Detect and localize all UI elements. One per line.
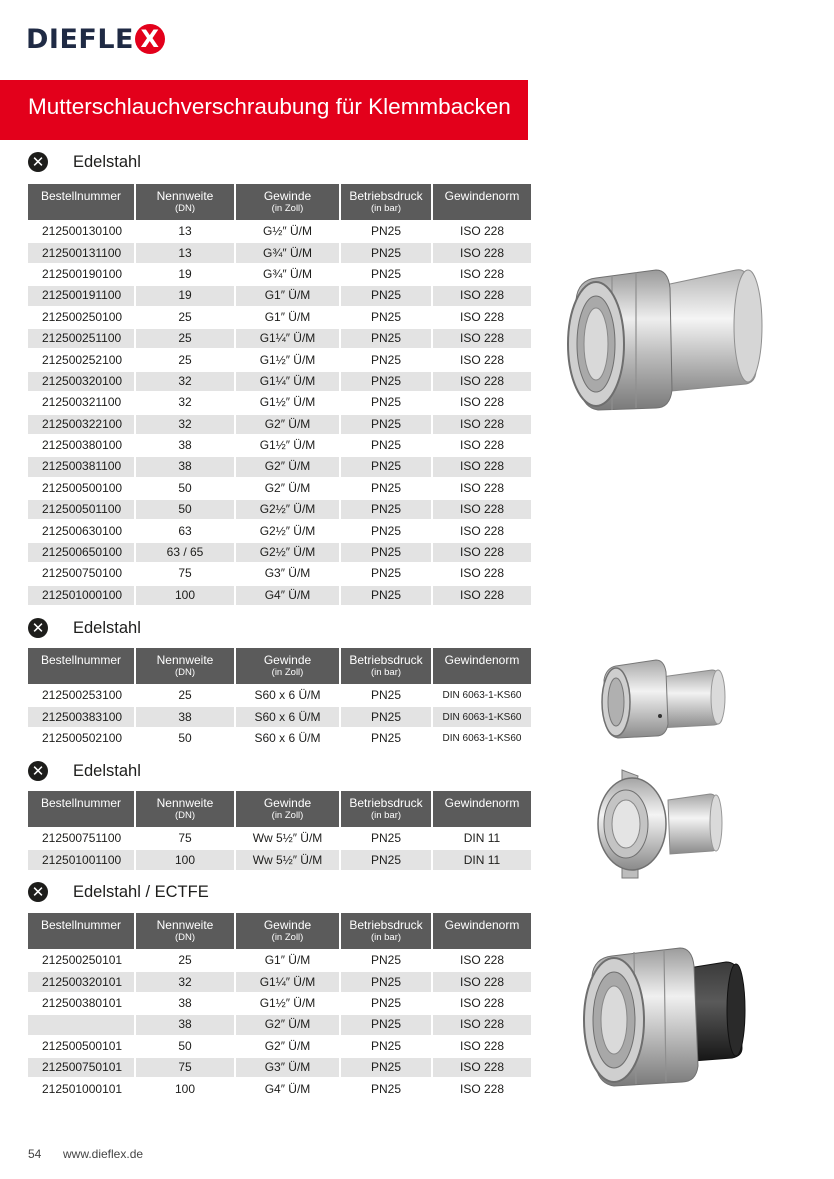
thread-cell: G1½″ Ü/M xyxy=(236,436,339,455)
thread-standard-cell: ISO 228 xyxy=(433,329,531,348)
section-title: Edelstahl / ECTFE xyxy=(73,882,209,901)
header-gewindenorm-label: Gewindenorm xyxy=(444,189,520,203)
table-row xyxy=(28,372,531,391)
thread-standard-cell: ISO 228 xyxy=(433,500,531,519)
order-number-cell xyxy=(28,1015,134,1034)
table-row xyxy=(28,972,531,991)
table-row xyxy=(28,1015,531,1034)
header-bestellnummer xyxy=(28,184,134,220)
header-nennweite xyxy=(136,184,234,220)
order-number-cell: 212500191100 xyxy=(28,286,134,305)
order-number-cell: 212500751100 xyxy=(28,829,134,848)
spec-table-2 xyxy=(26,646,533,750)
header-gewindenorm-label: Gewindenorm xyxy=(444,796,520,810)
thread-standard-cell: ISO 228 xyxy=(433,308,531,327)
nominal-size-cell: 38 xyxy=(136,707,234,726)
thread-cell: G2½″ Ü/M xyxy=(236,521,339,540)
thread-cell: G1″ Ü/M xyxy=(236,308,339,327)
x-badge-icon: ✕ xyxy=(28,152,48,172)
table-header-row xyxy=(28,791,531,827)
pressure-cell: PN25 xyxy=(341,729,431,748)
thread-standard-cell: ISO 228 xyxy=(433,543,531,562)
nominal-size-cell: 63 / 65 xyxy=(136,543,234,562)
table-row xyxy=(28,436,531,455)
pressure-cell: PN25 xyxy=(341,586,431,605)
logo-x-mark: X xyxy=(135,24,165,54)
thread-standard-cell: ISO 228 xyxy=(433,951,531,970)
header-betriebsdruck xyxy=(341,791,431,827)
thread-standard-cell: ISO 228 xyxy=(433,1037,531,1056)
order-number-cell: 212500380101 xyxy=(28,994,134,1013)
nominal-size-cell: 38 xyxy=(136,994,234,1013)
thread-standard-cell: DIN 6063-1-KS60 xyxy=(433,729,531,748)
pressure-cell: PN25 xyxy=(341,564,431,583)
table-header-row xyxy=(28,184,531,220)
order-number-cell: 212500322100 xyxy=(28,415,134,434)
header-gewinde-unit: (in Zoll) xyxy=(271,667,304,678)
thread-cell: Ww 5½″ Ü/M xyxy=(236,829,339,848)
thread-cell: G4″ Ü/M xyxy=(236,586,339,605)
header-bestellnummer-label: Bestellnummer xyxy=(41,189,122,203)
header-betriebsdruck-unit: (in bar) xyxy=(370,203,402,214)
page-title: Mutterschlauchverschraubung für Klemmbacken xyxy=(28,94,511,119)
nominal-size-cell: 75 xyxy=(136,829,234,848)
section-heading-2 xyxy=(28,616,141,640)
order-number-cell: 212500321100 xyxy=(28,393,134,412)
thread-standard-cell: ISO 228 xyxy=(433,1058,531,1077)
order-number-cell: 212500383100 xyxy=(28,707,134,726)
pressure-cell: PN25 xyxy=(341,829,431,848)
header-gewinde-unit: (in Zoll) xyxy=(271,810,304,821)
page-number: 54 xyxy=(28,1147,42,1161)
pressure-cell: PN25 xyxy=(341,265,431,284)
order-number-cell: 212501000101 xyxy=(28,1079,134,1098)
table-row xyxy=(28,586,531,605)
header-gewindenorm-label: Gewindenorm xyxy=(444,918,520,932)
header-gewindenorm xyxy=(433,913,531,949)
header-nennweite-label: Nennweite xyxy=(156,796,214,810)
header-betriebsdruck-unit: (in bar) xyxy=(370,810,402,821)
thread-cell: G3″ Ü/M xyxy=(236,564,339,583)
order-number-cell: 212501000100 xyxy=(28,586,134,605)
thread-cell: S60 x 6 Ü/M xyxy=(236,729,339,748)
spec-table-3 xyxy=(26,789,533,872)
table-row xyxy=(28,479,531,498)
logo-text: DIEFLE xyxy=(26,23,134,55)
header-gewinde-label: Gewinde xyxy=(263,189,312,203)
pressure-cell: PN25 xyxy=(341,350,431,369)
thread-cell: G2″ Ü/M xyxy=(236,415,339,434)
pressure-cell: PN25 xyxy=(341,994,431,1013)
nominal-size-cell: 32 xyxy=(136,372,234,391)
header-betriebsdruck xyxy=(341,184,431,220)
nominal-size-cell: 25 xyxy=(136,308,234,327)
thread-cell: G1¼″ Ü/M xyxy=(236,372,339,391)
header-gewindenorm xyxy=(433,791,531,827)
table-row xyxy=(28,500,531,519)
header-gewinde-unit: (in Zoll) xyxy=(271,203,304,214)
x-badge-icon: ✕ xyxy=(28,761,48,781)
thread-standard-cell: ISO 228 xyxy=(433,265,531,284)
product-photo-din11 xyxy=(592,766,742,886)
thread-cell: G2½″ Ü/M xyxy=(236,543,339,562)
nominal-size-cell: 50 xyxy=(136,1037,234,1056)
thread-cell: G¾″ Ü/M xyxy=(236,243,339,262)
order-number-cell: 212500630100 xyxy=(28,521,134,540)
pressure-cell: PN25 xyxy=(341,686,431,705)
nominal-size-cell: 25 xyxy=(136,686,234,705)
header-gewinde xyxy=(236,791,339,827)
nominal-size-cell: 25 xyxy=(136,329,234,348)
table-row xyxy=(28,850,531,869)
header-nennweite-unit: (DN) xyxy=(174,667,196,678)
nominal-size-cell: 100 xyxy=(136,1079,234,1098)
thread-cell: G2½″ Ü/M xyxy=(236,500,339,519)
order-number-cell: 212500750100 xyxy=(28,564,134,583)
pressure-cell: PN25 xyxy=(341,372,431,391)
header-bestellnummer-label: Bestellnummer xyxy=(41,796,122,810)
pressure-cell: PN25 xyxy=(341,972,431,991)
nominal-size-cell: 50 xyxy=(136,729,234,748)
header-betriebsdruck-unit: (in bar) xyxy=(370,932,402,943)
order-number-cell: 212500650100 xyxy=(28,543,134,562)
thread-cell: G¾″ Ü/M xyxy=(236,265,339,284)
thread-standard-cell: ISO 228 xyxy=(433,479,531,498)
nominal-size-cell: 19 xyxy=(136,286,234,305)
nominal-size-cell: 63 xyxy=(136,521,234,540)
pressure-cell: PN25 xyxy=(341,521,431,540)
thread-cell: G½″ Ü/M xyxy=(236,222,339,241)
thread-cell: G1″ Ü/M xyxy=(236,951,339,970)
header-nennweite xyxy=(136,791,234,827)
header-gewinde-unit: (in Zoll) xyxy=(271,932,304,943)
x-badge-icon: ✕ xyxy=(28,882,48,902)
pressure-cell: PN25 xyxy=(341,479,431,498)
thread-standard-cell: ISO 228 xyxy=(433,972,531,991)
pressure-cell: PN25 xyxy=(341,850,431,869)
pressure-cell: PN25 xyxy=(341,500,431,519)
thread-cell: G1½″ Ü/M xyxy=(236,350,339,369)
nominal-size-cell: 75 xyxy=(136,564,234,583)
table-row xyxy=(28,350,531,369)
order-number-cell: 212500320101 xyxy=(28,972,134,991)
header-nennweite-unit: (DN) xyxy=(174,203,196,214)
header-betriebsdruck-label: Betriebsdruck xyxy=(349,796,423,810)
nominal-size-cell: 38 xyxy=(136,457,234,476)
header-bestellnummer xyxy=(28,791,134,827)
table-row xyxy=(28,707,531,726)
header-gewinde-label: Gewinde xyxy=(263,918,312,932)
thread-standard-cell: ISO 228 xyxy=(433,243,531,262)
thread-cell: G2″ Ü/M xyxy=(236,1015,339,1034)
thread-standard-cell: ISO 228 xyxy=(433,222,531,241)
thread-cell: G2″ Ü/M xyxy=(236,457,339,476)
header-gewindenorm xyxy=(433,648,531,684)
thread-standard-cell: DIN 11 xyxy=(433,850,531,869)
table-row xyxy=(28,543,531,562)
pressure-cell: PN25 xyxy=(341,329,431,348)
header-betriebsdruck xyxy=(341,913,431,949)
nominal-size-cell: 75 xyxy=(136,1058,234,1077)
order-number-cell: 212500380100 xyxy=(28,436,134,455)
table-row xyxy=(28,308,531,327)
order-number-cell: 212500500100 xyxy=(28,479,134,498)
table-row xyxy=(28,393,531,412)
table-row xyxy=(28,286,531,305)
header-betriebsdruck xyxy=(341,648,431,684)
header-betriebsdruck-label: Betriebsdruck xyxy=(349,189,423,203)
nominal-size-cell: 13 xyxy=(136,243,234,262)
header-nennweite-label: Nennweite xyxy=(156,918,214,932)
header-nennweite-unit: (DN) xyxy=(174,810,196,821)
order-number-cell: 212500500101 xyxy=(28,1037,134,1056)
table-row xyxy=(28,457,531,476)
order-number-cell: 212500250101 xyxy=(28,951,134,970)
pressure-cell: PN25 xyxy=(341,707,431,726)
header-betriebsdruck-label: Betriebsdruck xyxy=(349,653,423,667)
header-nennweite xyxy=(136,913,234,949)
section-heading-3 xyxy=(28,759,141,783)
table-row xyxy=(28,521,531,540)
table-row xyxy=(28,951,531,970)
table-row xyxy=(28,564,531,583)
header-nennweite-label: Nennweite xyxy=(156,653,214,667)
nominal-size-cell: 100 xyxy=(136,586,234,605)
header-gewinde xyxy=(236,184,339,220)
thread-standard-cell: DIN 6063-1-KS60 xyxy=(433,686,531,705)
table-row xyxy=(28,1079,531,1098)
pressure-cell: PN25 xyxy=(341,1079,431,1098)
thread-standard-cell: ISO 228 xyxy=(433,521,531,540)
table-row xyxy=(28,1058,531,1077)
pressure-cell: PN25 xyxy=(341,286,431,305)
nominal-size-cell: 32 xyxy=(136,972,234,991)
thread-cell: S60 x 6 Ü/M xyxy=(236,707,339,726)
thread-standard-cell: ISO 228 xyxy=(433,1079,531,1098)
order-number-cell: 212500250100 xyxy=(28,308,134,327)
header-gewindenorm-label: Gewindenorm xyxy=(444,653,520,667)
spec-table-4 xyxy=(26,911,533,1101)
pressure-cell: PN25 xyxy=(341,415,431,434)
footer-url: www.dieflex.de xyxy=(63,1147,144,1161)
thread-cell: Ww 5½″ Ü/M xyxy=(236,850,339,869)
table-row xyxy=(28,265,531,284)
order-number-cell: 212500501100 xyxy=(28,500,134,519)
thread-cell: G1½″ Ü/M xyxy=(236,994,339,1013)
thread-cell: G1″ Ü/M xyxy=(236,286,339,305)
thread-standard-cell: ISO 228 xyxy=(433,586,531,605)
nominal-size-cell: 38 xyxy=(136,1015,234,1034)
table-row xyxy=(28,329,531,348)
thread-standard-cell: ISO 228 xyxy=(433,350,531,369)
section-heading-1 xyxy=(28,150,141,174)
header-gewindenorm xyxy=(433,184,531,220)
header-betriebsdruck-unit: (in bar) xyxy=(370,667,402,678)
nominal-size-cell: 25 xyxy=(136,350,234,369)
table-row xyxy=(28,686,531,705)
table-row xyxy=(28,729,531,748)
product-photo-large xyxy=(556,240,796,440)
thread-cell: G1¼″ Ü/M xyxy=(236,972,339,991)
order-number-cell: 212500131100 xyxy=(28,243,134,262)
thread-standard-cell: ISO 228 xyxy=(433,415,531,434)
table-header-row xyxy=(28,648,531,684)
header-nennweite xyxy=(136,648,234,684)
nominal-size-cell: 50 xyxy=(136,500,234,519)
table-row xyxy=(28,1037,531,1056)
section-heading-4 xyxy=(28,880,209,904)
header-bestellnummer-label: Bestellnummer xyxy=(41,653,122,667)
header-gewinde-label: Gewinde xyxy=(263,796,312,810)
thread-cell: G1½″ Ü/M xyxy=(236,393,339,412)
thread-standard-cell: ISO 228 xyxy=(433,564,531,583)
header-bestellnummer xyxy=(28,648,134,684)
thread-standard-cell: ISO 228 xyxy=(433,286,531,305)
section-title: Edelstahl xyxy=(73,761,141,780)
pressure-cell: PN25 xyxy=(341,1058,431,1077)
thread-standard-cell: ISO 228 xyxy=(433,457,531,476)
pressure-cell: PN25 xyxy=(341,543,431,562)
nominal-size-cell: 13 xyxy=(136,222,234,241)
nominal-size-cell: 32 xyxy=(136,415,234,434)
order-number-cell: 212500381100 xyxy=(28,457,134,476)
nominal-size-cell: 50 xyxy=(136,479,234,498)
table-row xyxy=(28,243,531,262)
nominal-size-cell: 19 xyxy=(136,265,234,284)
table-row xyxy=(28,994,531,1013)
table-row xyxy=(28,222,531,241)
header-gewinde-label: Gewinde xyxy=(263,653,312,667)
dieflex-logo xyxy=(26,22,165,56)
thread-standard-cell: ISO 228 xyxy=(433,393,531,412)
header-nennweite-unit: (DN) xyxy=(174,932,196,943)
pressure-cell: PN25 xyxy=(341,222,431,241)
title-banner xyxy=(0,80,528,140)
order-number-cell: 212500750101 xyxy=(28,1058,134,1077)
order-number-cell: 212500253100 xyxy=(28,686,134,705)
section-title: Edelstahl xyxy=(73,618,141,637)
order-number-cell: 212500252100 xyxy=(28,350,134,369)
header-gewinde xyxy=(236,648,339,684)
order-number-cell: 212500190100 xyxy=(28,265,134,284)
header-bestellnummer xyxy=(28,913,134,949)
header-gewinde xyxy=(236,913,339,949)
pressure-cell: PN25 xyxy=(341,951,431,970)
pressure-cell: PN25 xyxy=(341,457,431,476)
pressure-cell: PN25 xyxy=(341,393,431,412)
order-number-cell: 212500502100 xyxy=(28,729,134,748)
order-number-cell: 212500320100 xyxy=(28,372,134,391)
x-badge-icon: ✕ xyxy=(28,618,48,638)
pressure-cell: PN25 xyxy=(341,243,431,262)
spec-table-1 xyxy=(26,182,533,607)
pressure-cell: PN25 xyxy=(341,1015,431,1034)
header-bestellnummer-label: Bestellnummer xyxy=(41,918,122,932)
nominal-size-cell: 32 xyxy=(136,393,234,412)
header-nennweite-label: Nennweite xyxy=(156,189,214,203)
thread-cell: G2″ Ü/M xyxy=(236,479,339,498)
table-row xyxy=(28,829,531,848)
table-row xyxy=(28,415,531,434)
thread-standard-cell: ISO 228 xyxy=(433,1015,531,1034)
thread-standard-cell: ISO 228 xyxy=(433,372,531,391)
order-number-cell: 212501001100 xyxy=(28,850,134,869)
nominal-size-cell: 100 xyxy=(136,850,234,869)
thread-cell: G1¼″ Ü/M xyxy=(236,329,339,348)
product-photo-s60 xyxy=(594,652,764,742)
table-header-row xyxy=(28,913,531,949)
pressure-cell: PN25 xyxy=(341,436,431,455)
section-title: Edelstahl xyxy=(73,152,141,171)
order-number-cell: 212500130100 xyxy=(28,222,134,241)
product-photo-ectfe xyxy=(576,936,756,1096)
pressure-cell: PN25 xyxy=(341,308,431,327)
nominal-size-cell: 38 xyxy=(136,436,234,455)
thread-cell: G2″ Ü/M xyxy=(236,1037,339,1056)
pressure-cell: PN25 xyxy=(341,1037,431,1056)
nominal-size-cell: 25 xyxy=(136,951,234,970)
order-number-cell: 212500251100 xyxy=(28,329,134,348)
thread-standard-cell: ISO 228 xyxy=(433,436,531,455)
header-betriebsdruck-label: Betriebsdruck xyxy=(349,918,423,932)
thread-standard-cell: DIN 11 xyxy=(433,829,531,848)
thread-standard-cell: ISO 228 xyxy=(433,994,531,1013)
thread-cell: S60 x 6 Ü/M xyxy=(236,686,339,705)
thread-cell: G3″ Ü/M xyxy=(236,1058,339,1077)
thread-cell: G4″ Ü/M xyxy=(236,1079,339,1098)
thread-standard-cell: DIN 6063-1-KS60 xyxy=(433,707,531,726)
